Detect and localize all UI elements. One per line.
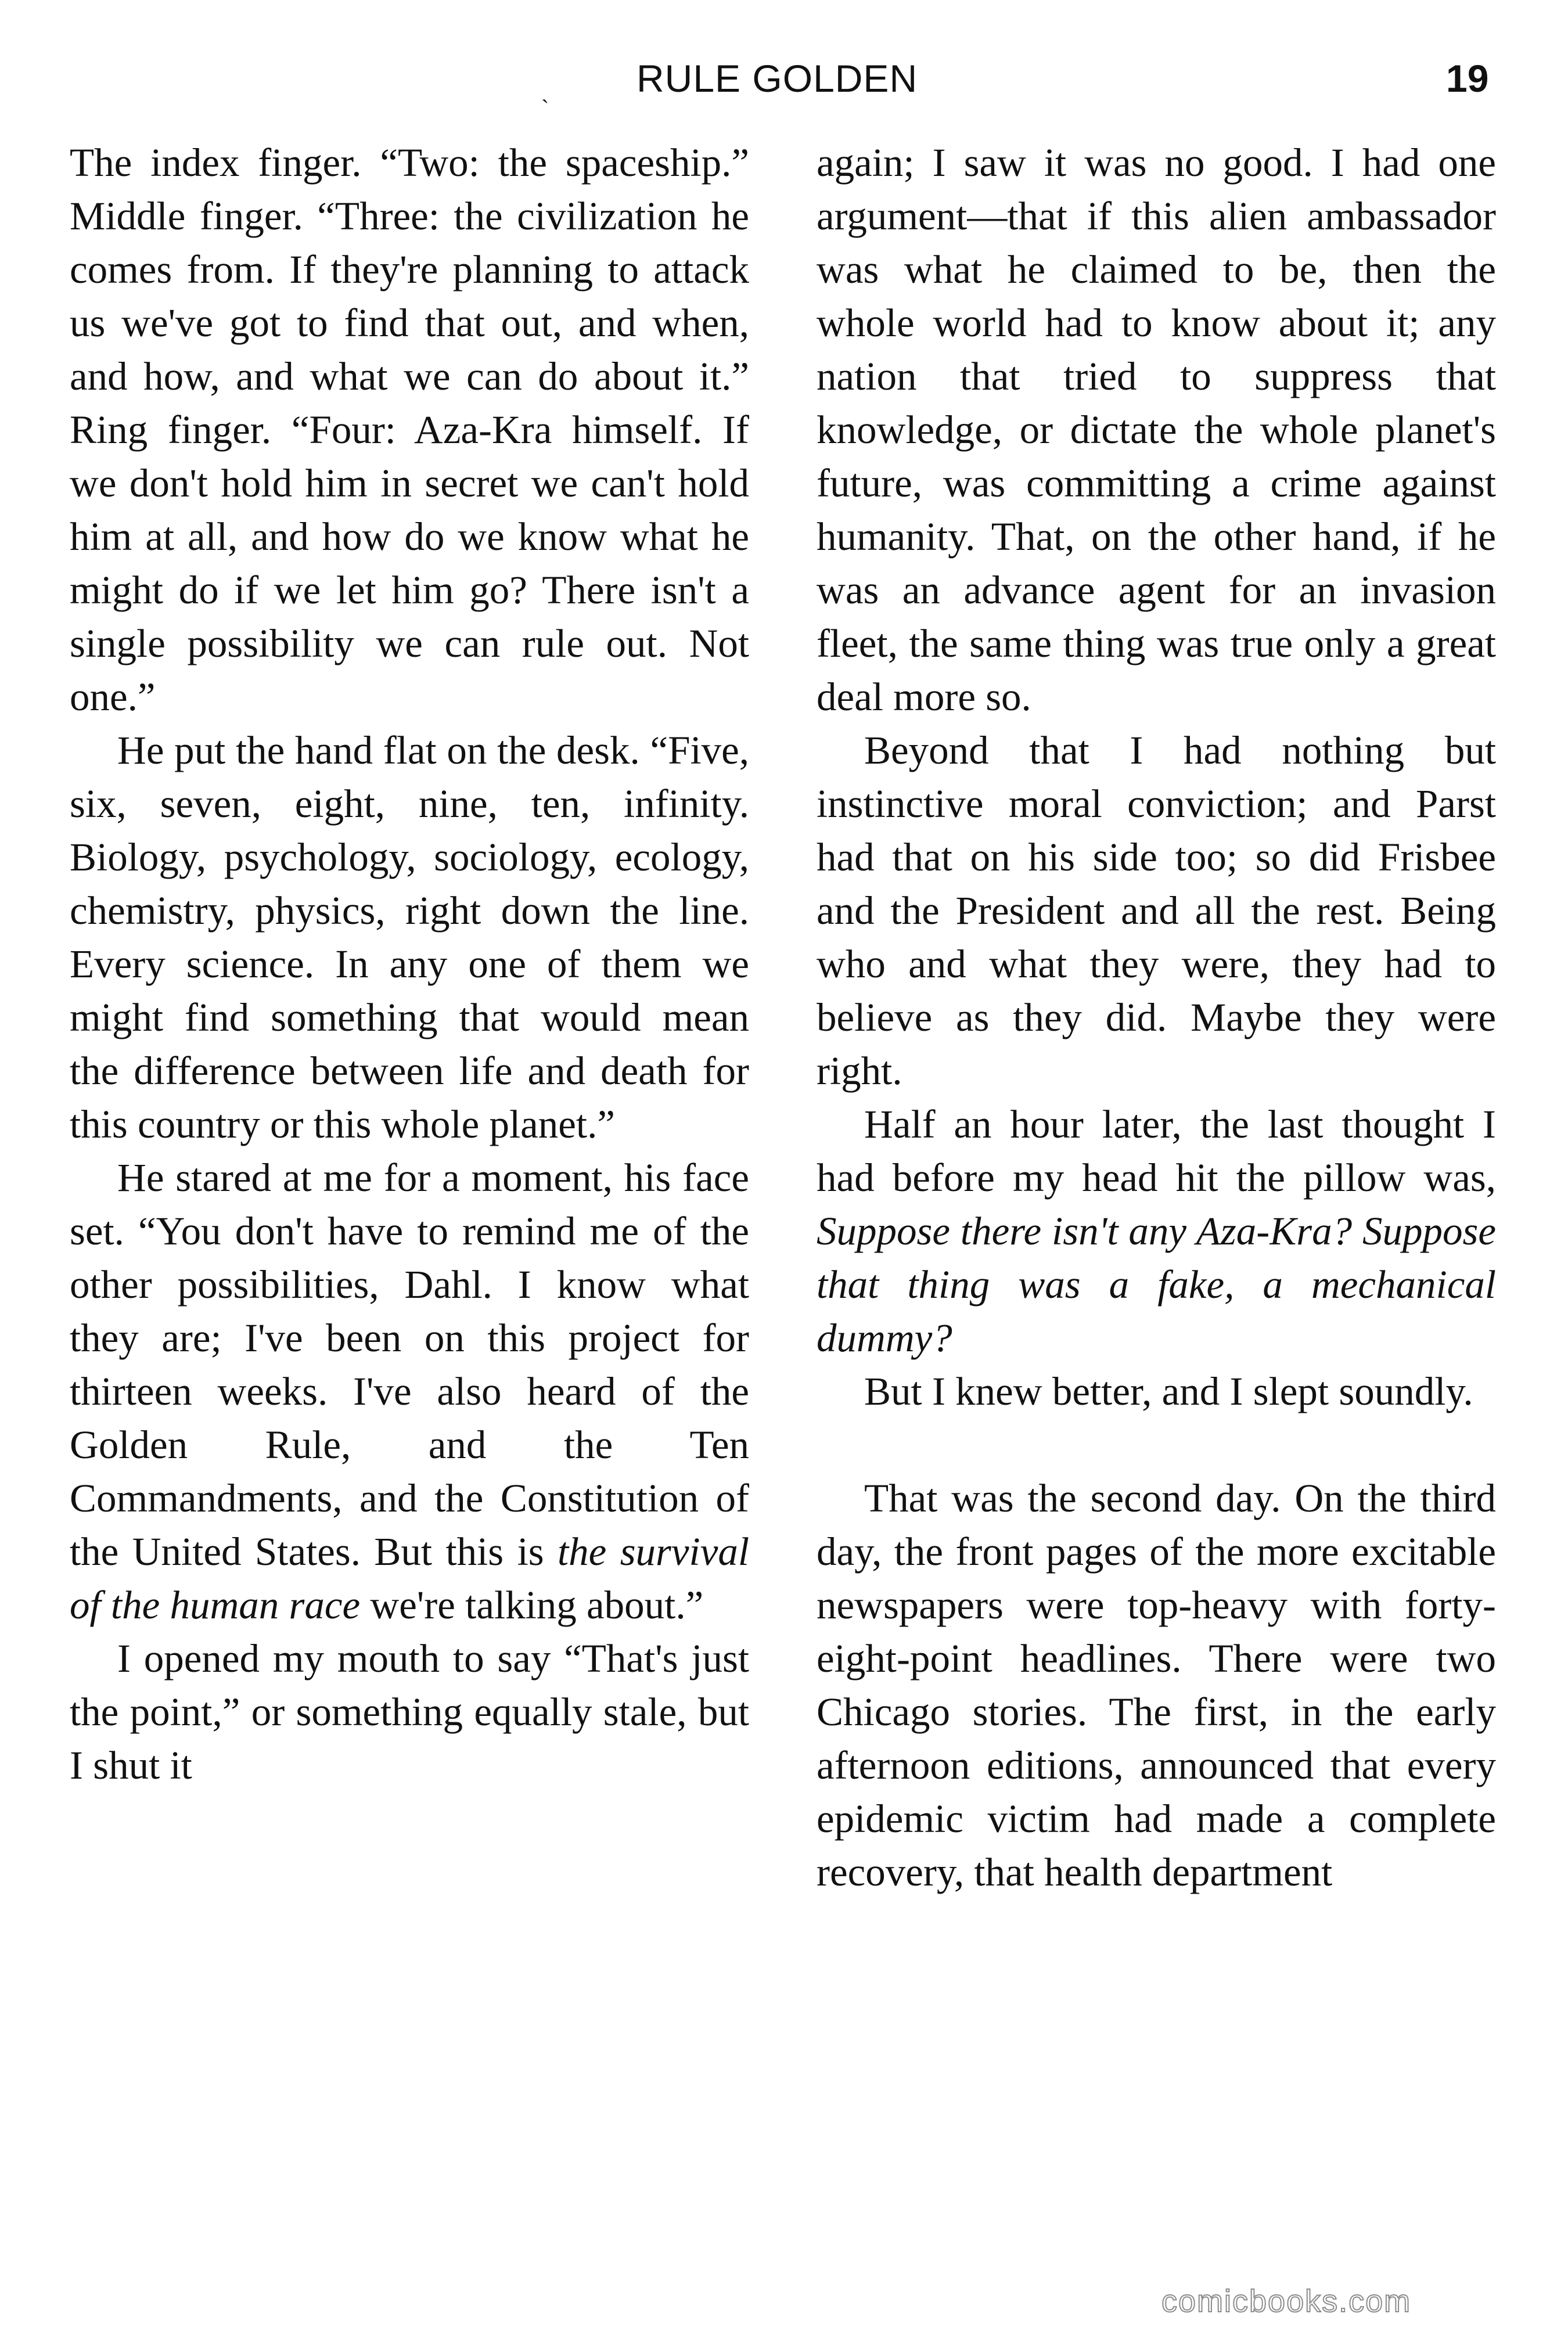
paragraph-text: He stared at me for a moment, his face set. “You don't have to remind me of the other possibilities, Dahl. I know what they are; I've been on this project for thirteen weeks. I've also heard of the Golden Rule, and the Ten Commandments, and the Constitution of the United States. But this is (70, 1156, 749, 1574)
running-title: RULE GOLDEN (636, 57, 918, 100)
section-break (817, 1418, 1496, 1471)
running-header (0, 56, 1568, 108)
paragraph-text: The index finger. “Two: the spaceship.” Middle finger. “Three: the civilization he comes from. If they're planning to attack us we've got to find that out, and when, and how, and what we can do about it.” Ring finger. “Four: Aza-Kra himself. If we don't hold him in secret we can't hold him at all, and how do we know what he might do if we let him go? There isn't a single possibility we can rule out. Not one.” (70, 141, 749, 719)
paragraph-text: again; I saw it was no good. I had one argument—that if this alien ambassador was what he claimed to be, then the whole world had to know about it; any nation that tried to suppress that knowledge, or dictate the whole planet's future, was committing a crime against humanity. That, on the other hand, if he was an advance agent for an invasion fleet, the same thing was true only a great deal more so. (817, 141, 1496, 719)
paragraph (817, 1365, 1496, 1418)
paragraph-text: Beyond that I had nothing but instinctive moral conviction; and Parst had that on his side too; so did Frisbee and the President and all the rest. Being who and what they were, they had to believe as they did. Maybe they were right. (817, 728, 1496, 1093)
header-mark: ˏ (541, 77, 549, 103)
paragraph (70, 724, 749, 1151)
paragraph (817, 1471, 1496, 1899)
paragraph-text: we're talking about.” (360, 1583, 704, 1627)
italic-text: Suppose there isn't any Aza-Kra? Suppose that thing was a fake, a mechanical dummy? (817, 1209, 1496, 1360)
paragraph-text: He put the hand flat on the desk. “Five, six, seven, eight, nine, ten, infinity. Biology, psychology, sociology, ecology, chemistry, physics, right down the line. Every science. In any one of them we might find something that would mean the difference between life and death for this country or this whole planet.” (70, 728, 749, 1146)
italic-text: the survival of the human race (70, 1530, 749, 1627)
right-column (817, 136, 1496, 1899)
watermark: comicbooks.com (1161, 2284, 1412, 2319)
left-column (70, 136, 749, 1792)
paragraph-text: Half an hour later, the last thought I had before my head hit the pillow was, (817, 1102, 1496, 1200)
paragraph-text: That was the second day. On the third day, the front pages of the more excitable newspapers were top-heavy with forty-eight-point headlines. There were two Chicago stories. The first, in the early afternoon editions, announced that every epidemic victim had made a complete recovery, that health department (817, 1476, 1496, 1894)
paragraph (70, 1151, 749, 1632)
paragraph (817, 136, 1496, 724)
paragraph-text: I opened my mouth to say “That's just the point,” or something equally stale, but I shut it (70, 1636, 749, 1787)
paragraph (70, 136, 749, 724)
paragraph (70, 1632, 749, 1792)
paragraph (817, 724, 1496, 1097)
paragraph (817, 1097, 1496, 1365)
page-number: 19 (1446, 57, 1489, 100)
paragraph-text: But I knew better, and I slept soundly. (864, 1369, 1473, 1413)
